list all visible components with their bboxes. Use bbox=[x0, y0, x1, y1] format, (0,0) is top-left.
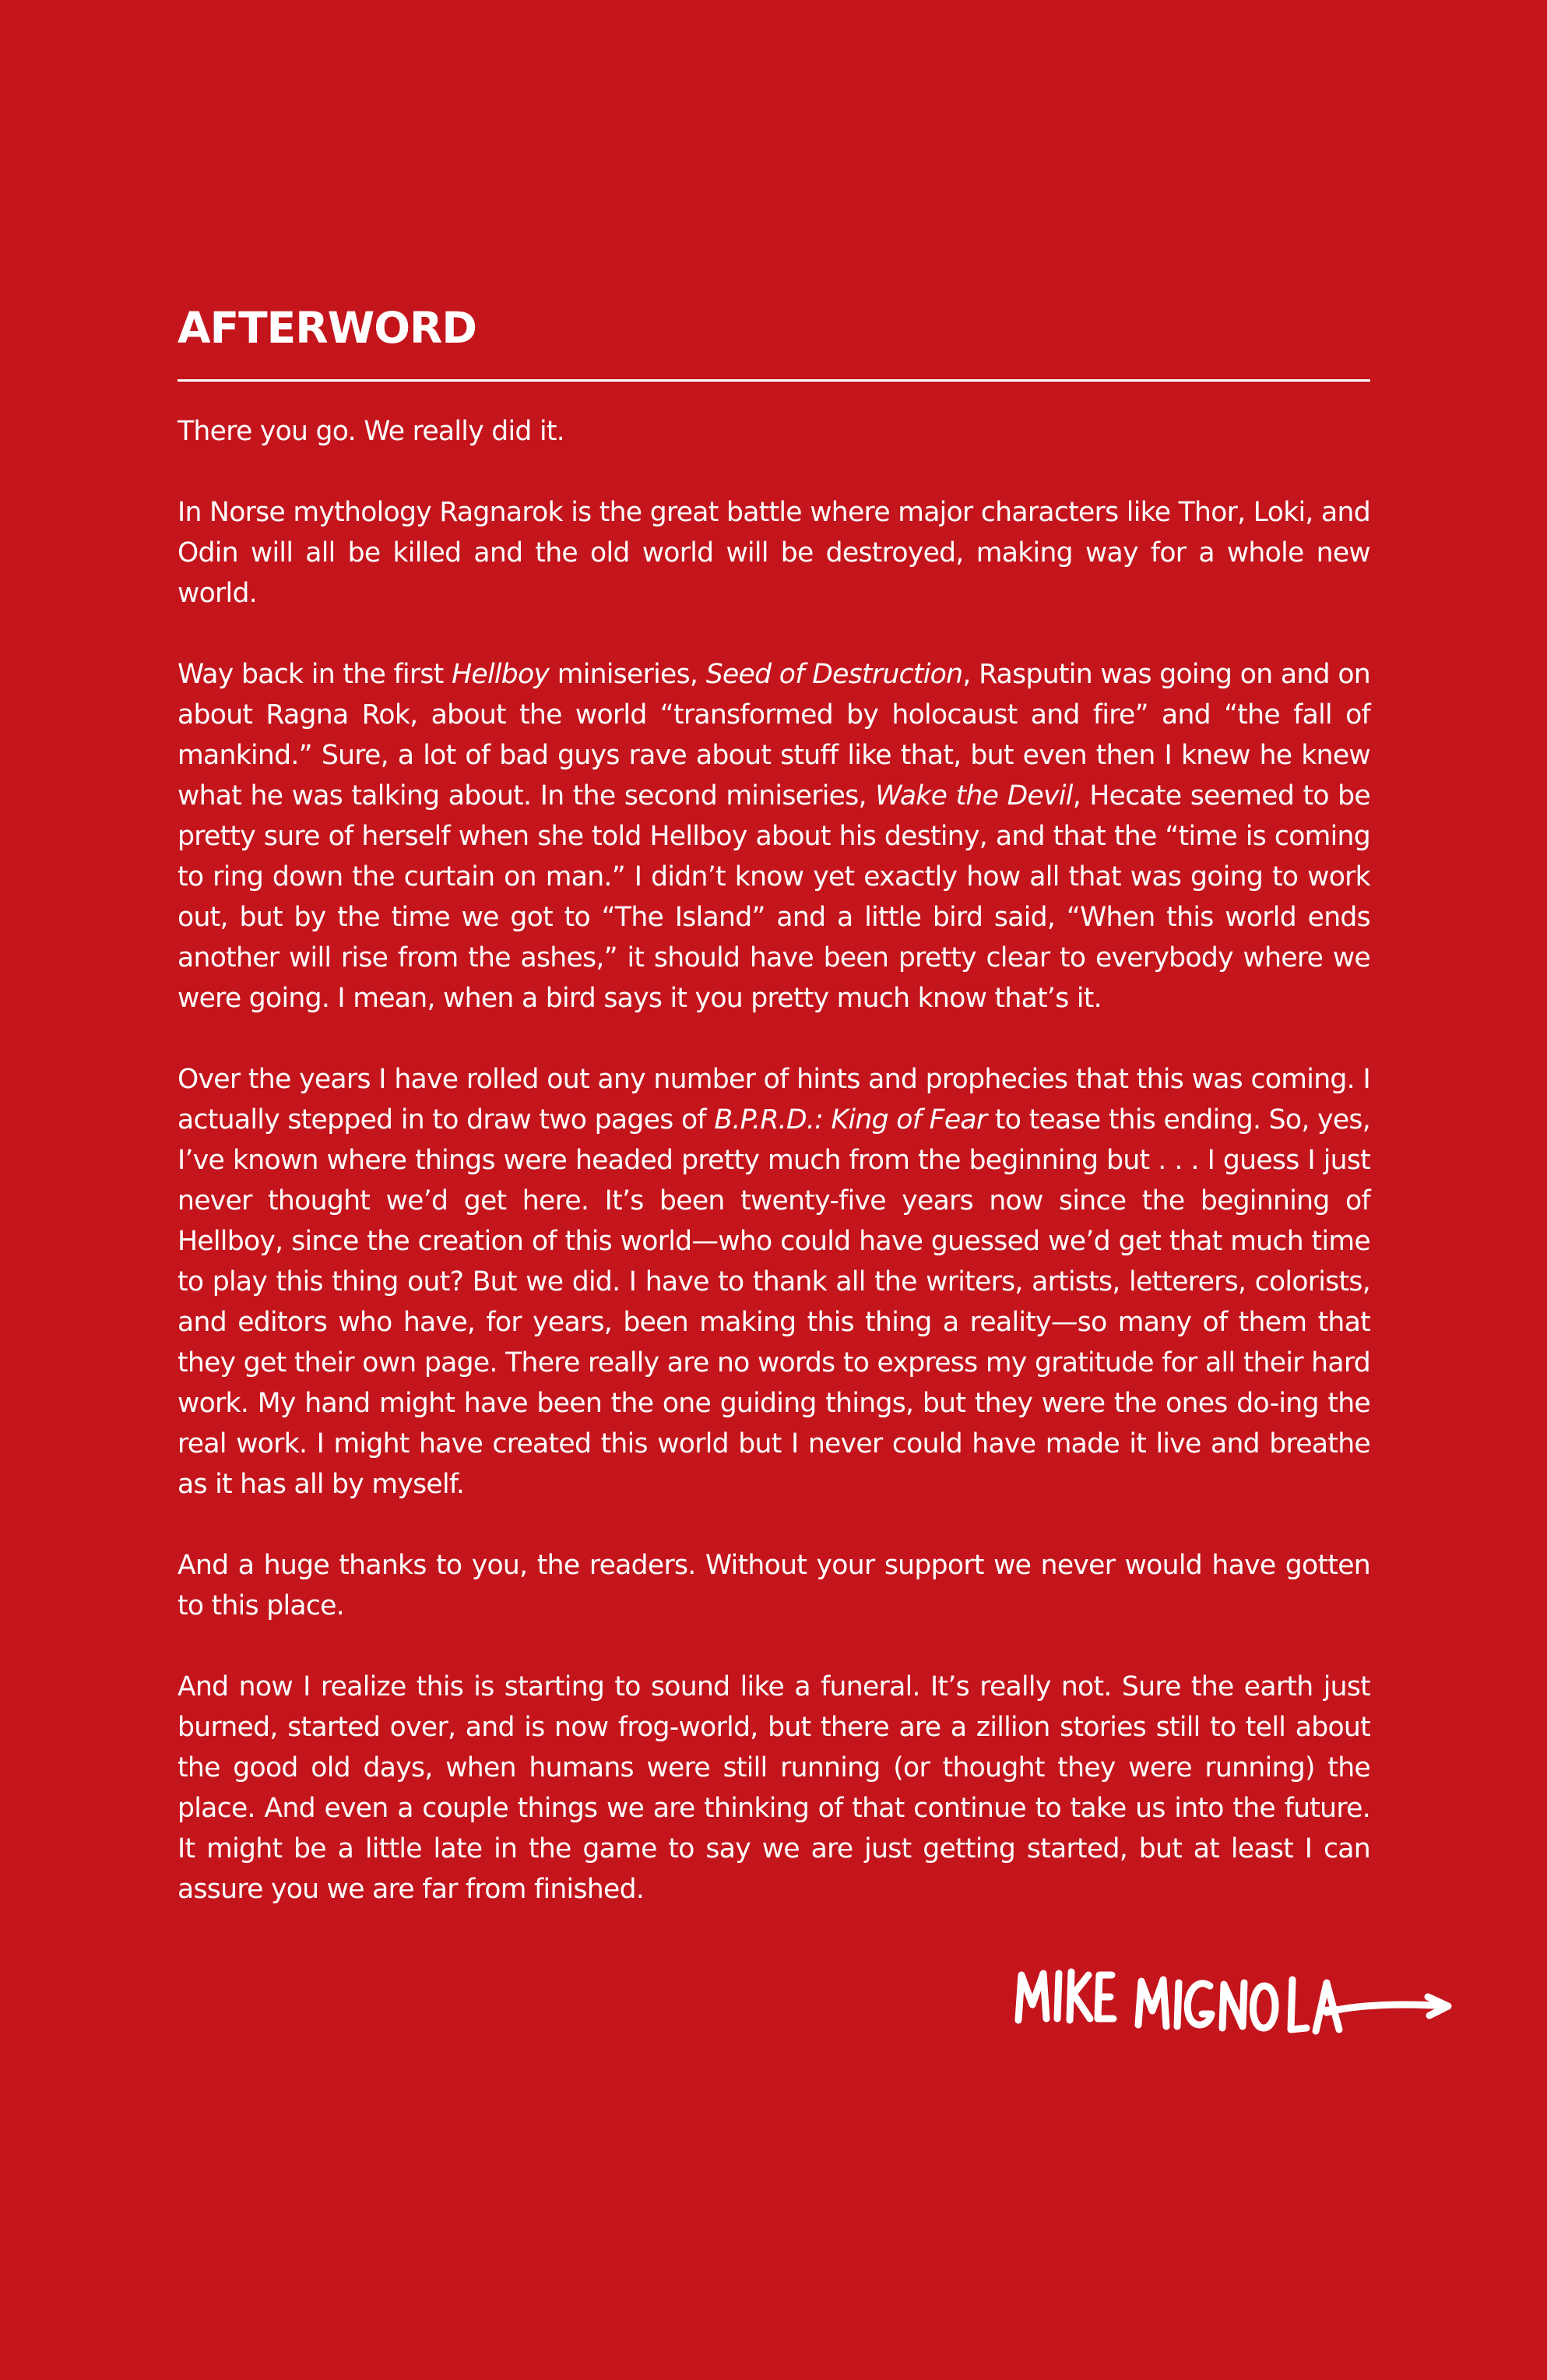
paragraph-3-text-e: , Rasputin was going on and on about Ragna Rok, about the world “transformed by holocaust and fire” and “the fall of mankind.” Sure, a lot of bad guys rave about stuff like that, but even then I knew he knew what he was talking about. In the second miniseries, bbox=[178, 659, 1370, 812]
title-wake-the-devil: Wake the Devil bbox=[875, 780, 1073, 812]
afterword-body bbox=[178, 411, 1370, 1950]
paragraph-4 bbox=[178, 1059, 1370, 1505]
paragraph-1: There you go. We really did it. bbox=[178, 416, 565, 447]
page-title: AFTERWORD bbox=[178, 303, 477, 353]
paragraph-2: In Norse mythology Ragnarok is the great battle where major characters like Thor, Loki, and Odin will all be killed and the old world will be destroyed, making way for a whole new world. bbox=[178, 497, 1370, 609]
paragraph-6: And now I realize this is starting to sound like a funeral. It’s really not. Sure the earth just burned, started over, and is now frog-world, but there are a zillion stories still to tell about the good old days, when humans were still running (or thought they were running) the place. And even a couple things we are thinking of that continue to take us into the future. It might be a little late in the game to say we are just getting started, but at least I can assure you we are far from finished. bbox=[178, 1671, 1370, 1905]
title-bprd-king-of-fear: B.P.R.D.: King of Fear bbox=[714, 1104, 987, 1135]
paragraph-4-text-c: to tease this ending. So, yes, I’ve known where things were headed pretty much from the beginning but . . . I guess I just never thought we’d get here. It’s been twenty-five years now since the beginning of Hellboy, since the creation of this world—who could have guessed we’d get that much time to play this thing out? But we did. I have to thank all the writers, artists, letterers, colorists, and editors who have, for years, been making this thing a reality—so many of them that they get their own page. There really are no words to express my gratitude for all their hard work. My hand might have been the one guiding things, but they were the ones do-ing the real work. I might have created this world but I never could have made it live and breathe as it has all by myself. bbox=[178, 1104, 1371, 1500]
title-seed-of-destruction: Seed of Destruction bbox=[705, 659, 963, 690]
paragraph-5: And a huge thanks to you, the readers. Without your support we never would have gotten to this place. bbox=[178, 1550, 1370, 1621]
paragraph-3-text-g: , Hecate seemed to be pretty sure of herself when she told Hellboy about his destiny, and that the “time is coming to ring down the curtain on man.” I didn’t know yet exactly how all that was going to work out, but by the time we got to “The Island” and a little bird said, “When this world ends another will rise from the ashes,” it should have been pretty clear to everybody where we were going. I mean, when a bird says it you pretty much know that’s it. bbox=[178, 780, 1371, 1014]
title-hellboy: Hellboy bbox=[452, 659, 550, 690]
paragraph-4-text-a: Over the years I have rolled out any number of hints and prophecies that this was coming. I actually stepped in to draw two pages of bbox=[178, 1064, 1370, 1135]
signature-mike-mignola bbox=[1012, 1964, 1464, 2050]
paragraph-3 bbox=[178, 654, 1370, 1019]
title-divider bbox=[178, 379, 1370, 382]
paragraph-3-text-c: miniseries, bbox=[549, 659, 706, 690]
paragraph-3-text-a: Way back in the first bbox=[178, 659, 452, 690]
